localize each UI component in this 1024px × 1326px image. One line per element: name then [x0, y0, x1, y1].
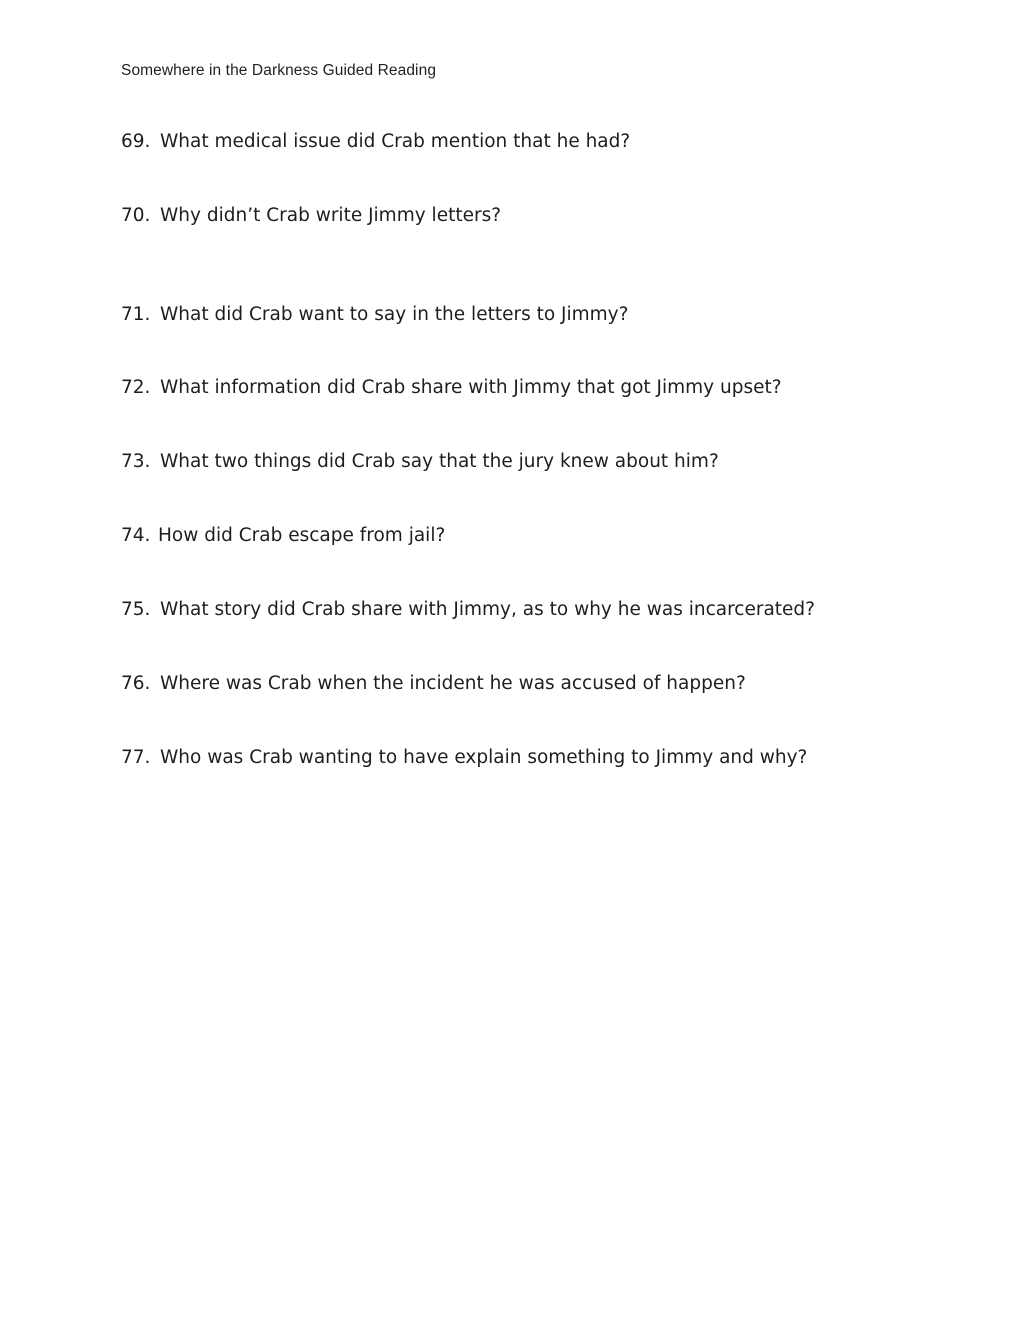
question-number: 76.: [121, 673, 151, 694]
question-text: What medical issue did Crab mention that he had?: [160, 131, 631, 152]
question-69: [121, 131, 630, 152]
question-text: What story did Crab share with Jimmy, as to why he was incarcerated?: [160, 599, 815, 620]
question-73: [121, 451, 719, 472]
question-text: Who was Crab wanting to have explain something to Jimmy and why?: [160, 747, 808, 768]
question-77: [121, 747, 807, 768]
question-70: [121, 205, 501, 226]
question-text: Where was Crab when the incident he was accused of happen?: [160, 673, 746, 694]
question-number: 70.: [121, 205, 151, 226]
question-72: [121, 377, 782, 398]
question-number: 72.: [121, 377, 151, 398]
question-text: What did Crab want to say in the letters to Jimmy?: [160, 304, 629, 325]
question-number: 71.: [121, 304, 151, 325]
question-number: 77.: [121, 747, 151, 768]
question-text: Why didn’t Crab write Jimmy letters?: [160, 205, 502, 226]
question-text: What two things did Crab say that the jury knew about him?: [160, 451, 719, 472]
question-number: 74.: [121, 525, 151, 546]
question-71: [121, 304, 628, 325]
question-number: 69.: [121, 131, 151, 152]
question-number: 75.: [121, 599, 151, 620]
question-text: How did Crab escape from jail?: [158, 525, 446, 546]
question-75: [121, 599, 815, 620]
question-text: What information did Crab share with Jimmy that got Jimmy upset?: [160, 377, 782, 398]
question-76: [121, 673, 746, 694]
question-74: [121, 525, 445, 546]
question-number: 73.: [121, 451, 151, 472]
page-header: Somewhere in the Darkness Guided Reading: [121, 62, 437, 79]
